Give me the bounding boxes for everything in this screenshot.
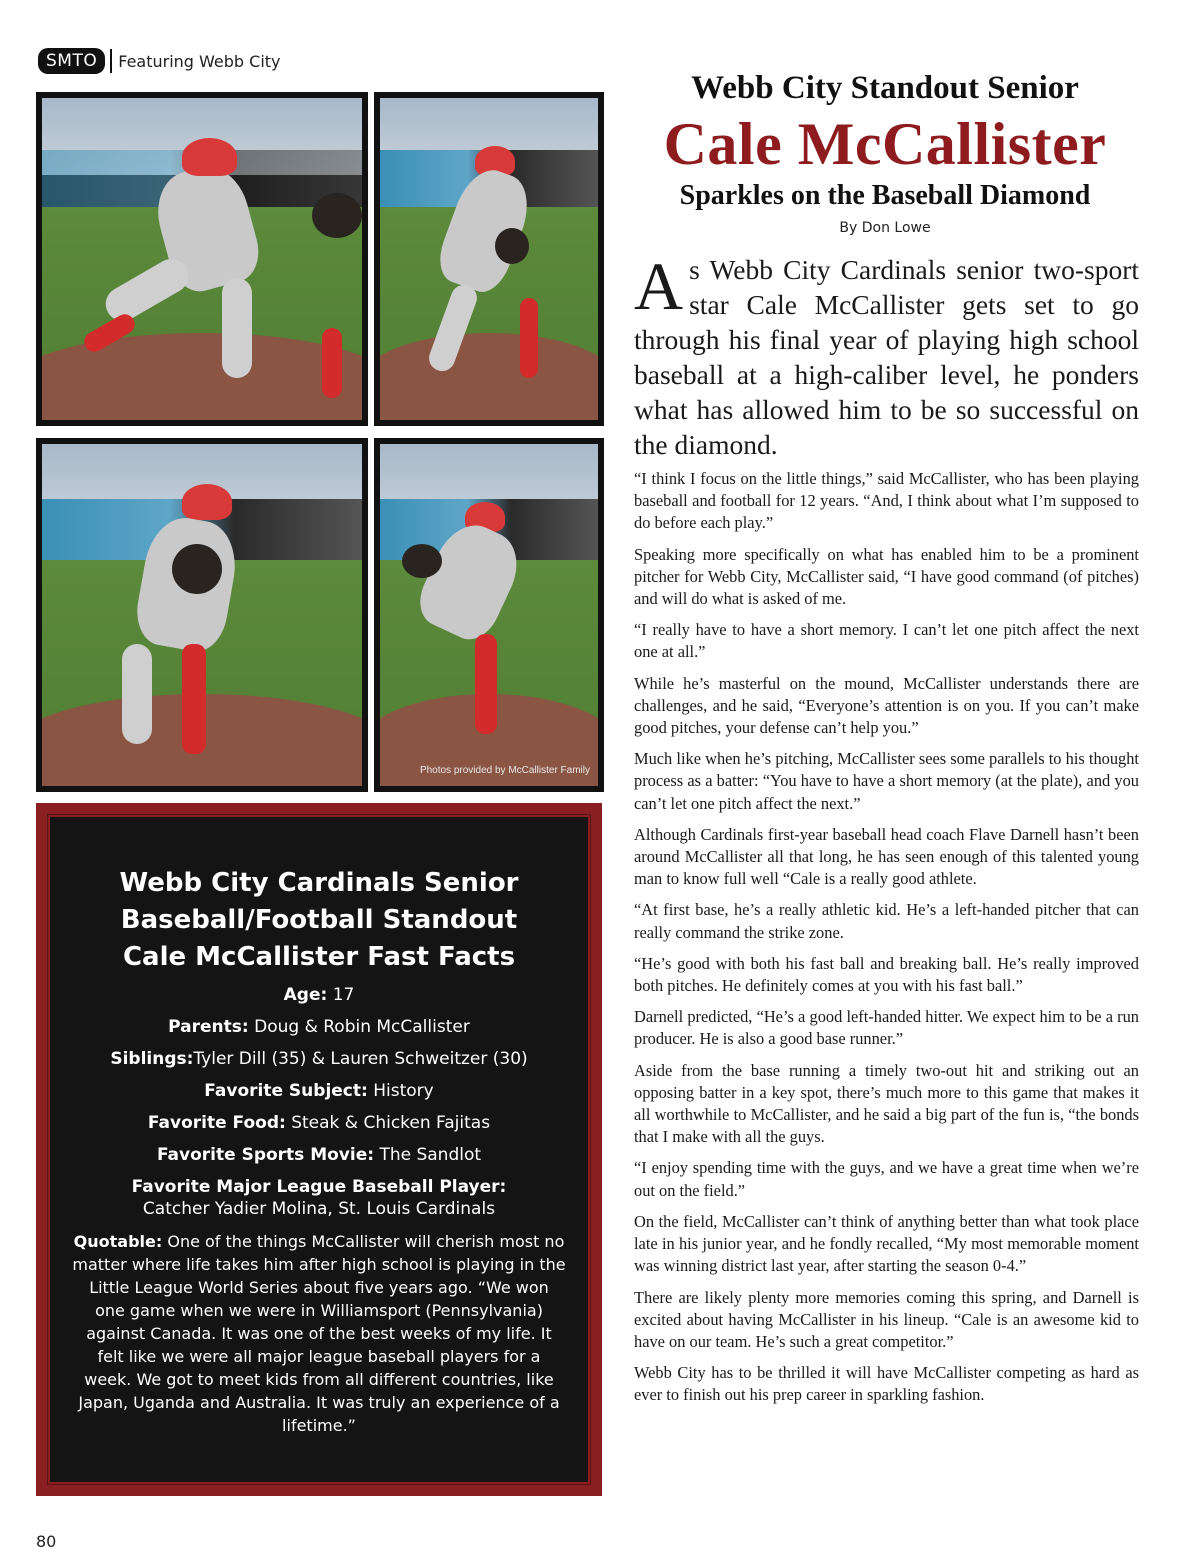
fast-facts-title: Webb City Cardinals Senior Baseball/Football Standout Cale McCallister Fast Facts bbox=[119, 868, 519, 972]
body-paragraph: Speaking more specifically on what has enabled him to be a prominent pitcher for Webb City, McCallister said, “I have good command (of pitches) and will do what is asked of me. bbox=[634, 544, 1139, 609]
fact-food: Favorite Food: Steak & Chicken Fajitas bbox=[147, 1113, 491, 1133]
header-divider bbox=[110, 49, 112, 73]
page-number: 80 bbox=[36, 1532, 57, 1551]
fact-age: Age: 17 bbox=[283, 985, 355, 1005]
photo-credit: Photos provided by McCallister Family bbox=[419, 765, 590, 776]
body-paragraph: Much like when he’s pitching, McCallister sees some parallels to his thought process as a batter: “You have to have a short memory (at the plate), and you can’t let one pitch affect the next.” bbox=[634, 749, 1139, 813]
drop-cap: A bbox=[634, 248, 684, 324]
body-paragraph: “He’s good with both his fast ball and breaking ball. He’s really improved both pitches. He definitely comes at you with his fast ball.” bbox=[634, 953, 1139, 996]
body-paragraph: “At first base, he’s a really athletic kid. He’s a left-handed pitcher that can really command the strike zone. bbox=[634, 900, 1139, 942]
article-headline: Cale McCallister bbox=[663, 111, 1107, 177]
fact-quotable: Quotable: One of the things McCallister will cherish most no matter where life takes him after high school is playing in the Little League World Series about five years ago. “We won one game when we were in Williamsport (Pennsylvania) against Canada. It was one of the best weeks of my life. It felt like we were all major league baseball players for a week. We got to meet kids from all different countries, like Japan, Uganda and Australia. It was truly an experience of a lifetime.” bbox=[72, 1232, 566, 1435]
body-paragraph: Webb City has to be thrilled it will have McCallister competing as hard as ever to finish out his prep career in sparkling fashion. bbox=[634, 1363, 1139, 1405]
photo-pitcher-2 bbox=[374, 92, 604, 426]
body-paragraph: “I really have to have a short memory. I can’t let one pitch affect the next one at all.” bbox=[634, 620, 1139, 662]
body-paragraph: While he’s masterful on the mound, McCallister understands there are challenges, and he said, “Everyone’s attention is on you. If you can’t make good pitches, your defense can’t help you.” bbox=[634, 673, 1139, 738]
body-paragraph: “I enjoy spending time with the guys, and we have a great time when we’re out on the field.” bbox=[634, 1158, 1139, 1200]
article-lead: As Webb City Cardinals senior two-sport star Cale McCallister gets set to go through his final year of playing high school baseball at a high-caliber level, he ponders what has allowed him to be so successful on the diamond. bbox=[634, 248, 1139, 460]
page-header bbox=[38, 46, 281, 76]
fact-subject: Favorite Subject: History bbox=[204, 1081, 434, 1101]
article-subtitle: Sparkles on the Baseball Diamond bbox=[679, 180, 1091, 211]
photo-pitcher-1 bbox=[36, 92, 368, 426]
body-paragraph: Although Cardinals first-year baseball head coach Flave Darnell hasn’t been around McCallister all that long, he has seen enough of this talented young man to know full well “Cale is a really good athlete. bbox=[634, 824, 1139, 889]
photo-pitcher-3 bbox=[36, 438, 368, 792]
fact-parents: Parents: Doug & Robin McCallister bbox=[168, 1017, 470, 1037]
photo-pitcher-4 bbox=[374, 438, 604, 792]
body-paragraph: There are likely plenty more memories coming this spring, and Darnell is excited about having McCallister in his lineup. “Cale is an awesome kid to have on our team. He’s such a great competitor.” bbox=[634, 1287, 1139, 1351]
body-paragraph: On the field, McCallister can’t think of anything better than what took place late in his junior year, and he fondly recalled, “My most memorable moment was winning district last year, after starting the season 0-4.” bbox=[634, 1211, 1139, 1276]
publication-badge: SMTO bbox=[38, 48, 105, 74]
body-paragraph: Darnell predicted, “He’s a good left-handed hitter. We expect him to be a run producer. He is also a good base runner.” bbox=[634, 1007, 1139, 1049]
fact-movie: Favorite Sports Movie: The Sandlot bbox=[156, 1145, 482, 1165]
article-body bbox=[634, 468, 1139, 1416]
body-paragraph: Aside from the base running a timely two-out hit and striking out an opposing batter in a key spot, there’s much more to this game that makes it all worthwhile to McCallister, and he said a big part of the fun is, “the bonds that I make with all the guys. bbox=[634, 1060, 1139, 1147]
fact-siblings: Siblings:Tyler Dill (35) & Lauren Schweitzer (30) bbox=[110, 1049, 528, 1069]
body-paragraph: “I think I focus on the little things,” said McCallister, who has been playing baseball and football for 12 years. “And, I think about what I’m supposed to do before each play.” bbox=[634, 469, 1139, 533]
article-byline: By Don Lowe bbox=[839, 220, 931, 236]
article-kicker: Webb City Standout Senior bbox=[691, 70, 1079, 106]
fast-facts-box bbox=[36, 803, 602, 1496]
section-label: Featuring Webb City bbox=[118, 51, 281, 71]
fact-mlb-player: Favorite Major League Baseball Player: Catcher Yadier Molina, St. Louis Cardinals bbox=[131, 1177, 507, 1219]
